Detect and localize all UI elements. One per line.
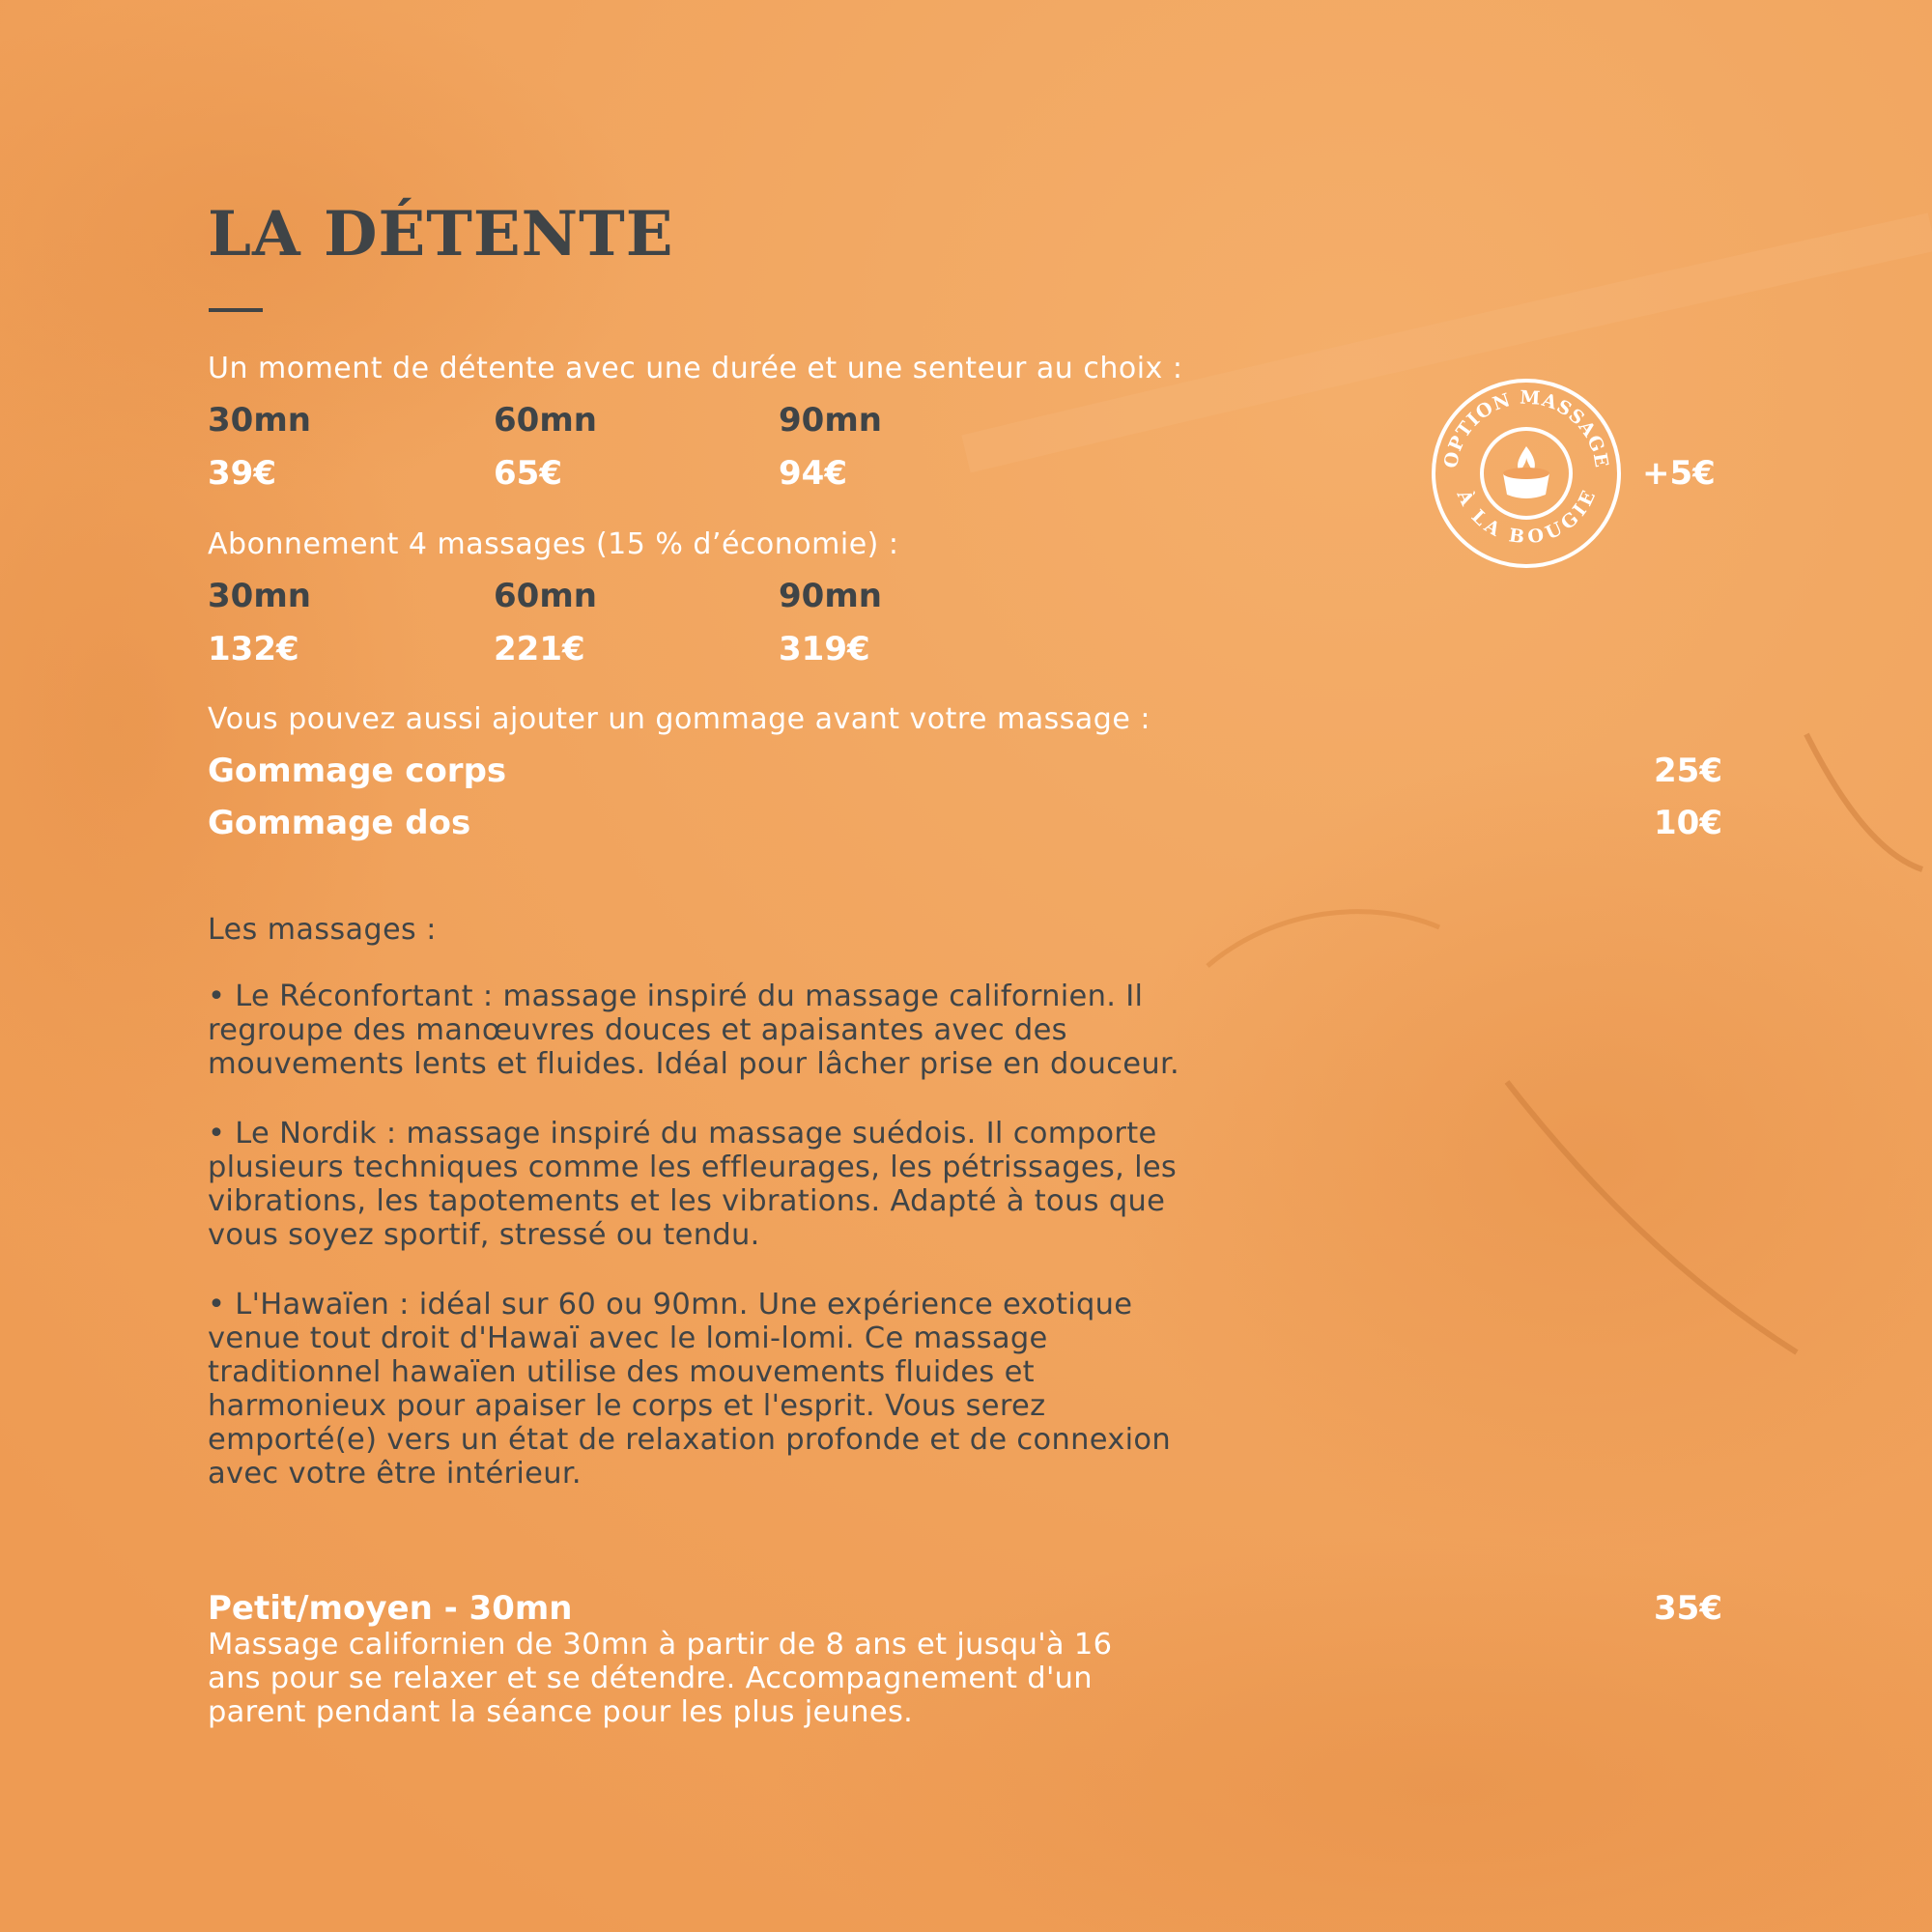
badge-text-bottom: À LA BOUGIE bbox=[1452, 486, 1601, 549]
single-price-3: 94€ bbox=[779, 454, 847, 493]
scrub-body-label: Gommage corps bbox=[208, 752, 507, 790]
subscription-intro: Abonnement 4 massages (15 % d’économie) : bbox=[208, 527, 899, 561]
single-price-2: 65€ bbox=[494, 454, 562, 493]
scrub-back-label: Gommage dos bbox=[208, 804, 471, 842]
massage-description-nordik: • Le Nordik : massage inspiré du massage suédois. Il comporte plusieurs techniques comme les effleurages, les pétrissages, les vibrations, les tapotements et les vibrations. Adapté à tous que vous soyez sportif, stressé ou tendu. bbox=[208, 1117, 1178, 1252]
massage-description-hawaien: • L'Hawaïen : idéal sur 60 ou 90mn. Une expérience exotique venue tout droit d'Hawaï avec le lomi-lomi. Ce massage traditionnel hawaïen utilise des mouvements fluides et harmonieux pour apaiser le corps et l'esprit. Vous serez emporté(e) vers un état de relaxation profonde et de connexion avec votre être intérieur. bbox=[208, 1288, 1171, 1491]
massage-description-reconfortant: • Le Réconfortant : massage inspiré du massage californien. Il regroupe des manœuvres douces et apaisantes avec des mouvements lents et fluides. Idéal pour lâcher prise en douceur. bbox=[208, 980, 1180, 1081]
subscription-duration-1: 30mn bbox=[208, 577, 311, 615]
kids-massage-description: Massage californien de 30mn à partir de 8 ans et jusqu'à 16 ans pour se relaxer et se détendre. Accompagnement d'un parent pendant la séance pour les plus jeunes. bbox=[208, 1628, 1113, 1729]
scrub-intro: Vous pouvez aussi ajouter un gommage avant votre massage : bbox=[208, 702, 1151, 736]
single-duration-3: 90mn bbox=[779, 401, 882, 440]
badge-text-top: OPTION MASSAGE bbox=[1439, 386, 1613, 470]
subscription-price-3: 319€ bbox=[779, 630, 870, 668]
kids-massage-title: Petit/moyen - 30mn bbox=[208, 1589, 573, 1628]
scrub-back-price: 10€ bbox=[1654, 804, 1722, 842]
single-duration-2: 60mn bbox=[494, 401, 597, 440]
scrub-body-price: 25€ bbox=[1654, 752, 1722, 790]
subscription-price-1: 132€ bbox=[208, 630, 299, 668]
title-underline bbox=[209, 308, 263, 312]
single-session-intro: Un moment de détente avec une durée et une senteur au choix : bbox=[208, 352, 1183, 385]
single-price-1: 39€ bbox=[208, 454, 276, 493]
kids-massage-price: 35€ bbox=[1654, 1589, 1722, 1628]
candle-option-badge bbox=[1430, 377, 1623, 570]
candle-option-price: +5€ bbox=[1642, 454, 1716, 493]
massages-heading: Les massages : bbox=[208, 913, 437, 947]
subscription-duration-3: 90mn bbox=[779, 577, 882, 615]
single-duration-1: 30mn bbox=[208, 401, 311, 440]
page-title: LA DÉTENTE bbox=[208, 198, 674, 270]
subscription-duration-2: 60mn bbox=[494, 577, 597, 615]
subscription-price-2: 221€ bbox=[494, 630, 585, 668]
candle-flame-icon bbox=[1503, 446, 1549, 498]
